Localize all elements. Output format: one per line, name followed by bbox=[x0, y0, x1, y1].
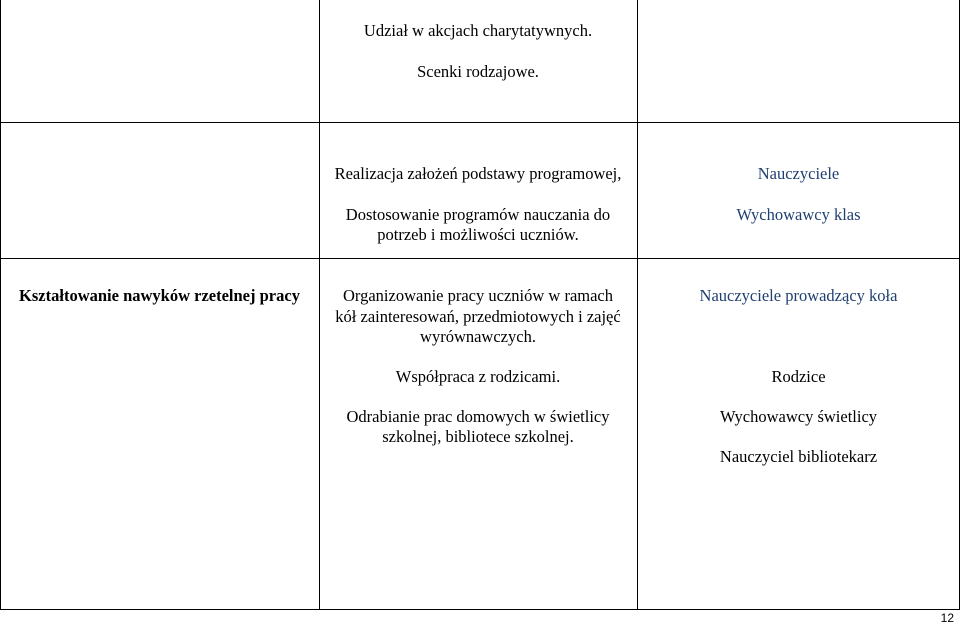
row3-responsible-4: Nauczyciel bibliotekarz bbox=[719, 447, 878, 466]
row3-responsible-3: Wychowawcy świetlicy bbox=[719, 407, 878, 426]
row3-activity-1: Organizowanie pracy uczniów w ramach bbox=[343, 286, 613, 305]
table-row-divider-2 bbox=[0, 258, 960, 259]
row2-activity-2: Dostosowanie programów nauczania do bbox=[345, 205, 611, 224]
row2-responsible-1: Nauczyciele bbox=[757, 164, 840, 183]
table-border-bottom bbox=[0, 609, 960, 610]
table-row-divider-1 bbox=[0, 122, 960, 123]
row3-goal: Kształtowanie nawyków rzetelnej pracy bbox=[19, 286, 300, 305]
page-number: 12 bbox=[940, 611, 954, 625]
row3-activity-2: kół zainteresowań, przedmiotowych i zajęć bbox=[335, 307, 621, 326]
row2-activity-1: Realizacja założeń podstawy programowej, bbox=[334, 164, 622, 183]
table-column-divider-1 bbox=[319, 0, 320, 610]
row3-activity-4: Współpraca z rodzicami. bbox=[395, 367, 561, 386]
row2-activity-3: potrzeb i możliwości uczniów. bbox=[377, 225, 579, 244]
row3-activity-6: szkolnej, bibliotece szkolnej. bbox=[382, 427, 574, 446]
row3-responsible-1: Nauczyciele prowadzący koła bbox=[699, 286, 898, 305]
row3-activity-5: Odrabianie prac domowych w świetlicy bbox=[346, 407, 610, 426]
row1-activity-1: Udział w akcjach charytatywnych. bbox=[363, 21, 593, 40]
row2-responsible-2: Wychowawcy klas bbox=[736, 205, 861, 224]
row3-responsible-2: Rodzice bbox=[771, 367, 826, 386]
row3-activity-3: wyrównawczych. bbox=[420, 327, 536, 346]
row1-activity-2: Scenki rodzajowe. bbox=[417, 62, 539, 81]
